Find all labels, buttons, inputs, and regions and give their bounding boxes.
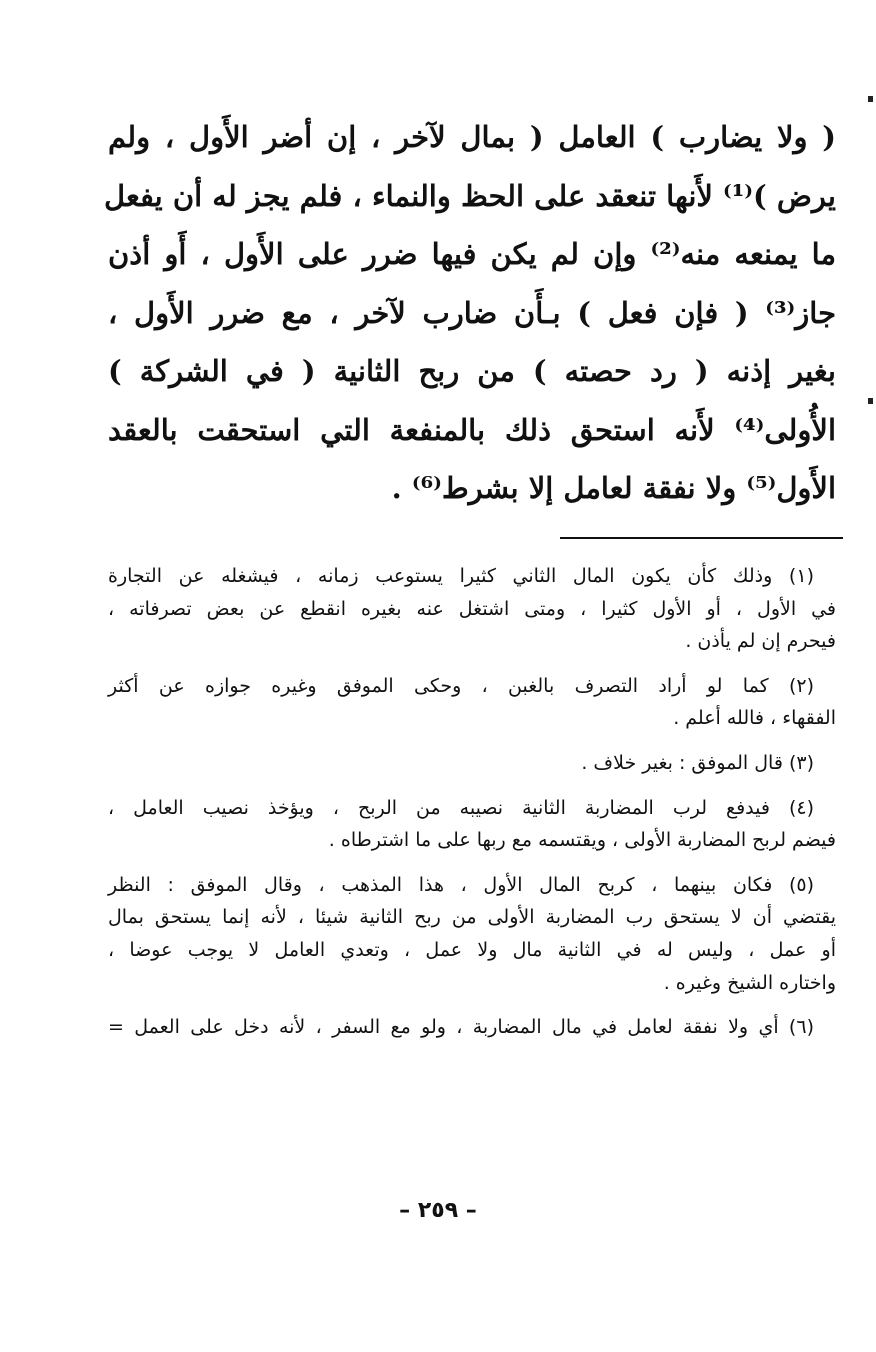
main-text-line: الأَول⁽⁵⁾ ولا نفقة لعامل إلا بشرط⁽⁶⁾ . [391, 471, 836, 505]
main-text-line: ( ولا يضارب ) العامل ( بمال لآخر ، إن أضر الأَول ، ولم [108, 120, 836, 154]
main-text-block [104, 108, 836, 518]
footnote-5 [108, 869, 836, 999]
footnote-line: (١) وذلك كأن يكون المال الثاني كثيرا يستوعب زمانه ، فيشغله عن التجارة [108, 565, 814, 587]
margin-mark [868, 96, 873, 102]
footnote-line: (٥) فكان بينهما ، كربح المال الأول ، هذا المذهب ، وقال الموفق : النظر [108, 873, 814, 896]
footnote-3 [108, 747, 836, 780]
footnote-line: (٣) قال الموفق : بغير خلاف . [581, 751, 814, 774]
footnote-line: (٢) كما لو أراد التصرف بالغبن ، وحكى الموفق وغيره جوازه عن أكثر [108, 674, 814, 697]
footnote-line: الفقهاء ، فالله أعلم . [673, 707, 836, 730]
footnote-2 [108, 670, 836, 735]
footnote-line: أو عمل ، وليس له في الثانية مال ولا عمل ، وتعدي العامل لا يوجب عوضا ، [108, 938, 836, 961]
footnote-line: واختاره الشيخ وغيره . [663, 971, 836, 994]
margin-mark [868, 398, 873, 404]
footnotes-block [108, 560, 836, 1056]
main-text-line: بغير إذنه ( رد حصته ) من ربح الثانية ( في الشركة ) [108, 354, 836, 388]
main-text-line: ما يمنعه منه⁽²⁾ وإن لم يكن فيها ضرر على الأَول ، أَو أذن [108, 237, 836, 271]
footnote-line: يقتضي أن لا يستحق رب المضاربة الأولى من ربح الثانية شيئا ، لأنه إنما يستحق بمال [108, 906, 836, 929]
footnote-line: (٦) أي ولا نفقة لعامل في مال المضاربة ، ولو مع السفر ، لأنه دخل على العمل = [108, 1016, 814, 1039]
footnote-6 [108, 1011, 836, 1044]
footnote-line: (٤) فيدفع لرب المضاربة الثانية نصيبه من الربح ، ويؤخذ نصيب العامل ، [108, 796, 814, 819]
footnote-4 [108, 792, 836, 857]
main-text-line: يرض )⁽¹⁾ لأَنها تنعقد على الحظ والنماء ، فلم يجز له أن يفعل [104, 178, 836, 213]
footnote-line: في الأول ، أو الأول كثيرا ، ومتى اشتغل عنه بغيره انقطع عن بعض تصرفاته ، [108, 597, 836, 620]
footnote-1 [108, 560, 836, 658]
main-text-line: الأُولى⁽⁴⁾ لأَنه استحق ذلك بالمنفعة التي استحقت بالعقد [108, 412, 836, 447]
main-text-line: جاز⁽³⁾ ( فإن فعل ) بـأَن ضارب لآخر ، مع ضرر الأَول ، [108, 295, 836, 330]
page-number: – ٢٥٩ – [399, 1198, 477, 1223]
footnote-divider [560, 537, 843, 539]
footnote-line: فيحرم إن لم يأذن . [685, 630, 836, 653]
footnote-line: فيضم لربح المضاربة الأولى ، ويقتسمه مع ربها على ما اشترطاه . [328, 829, 836, 852]
